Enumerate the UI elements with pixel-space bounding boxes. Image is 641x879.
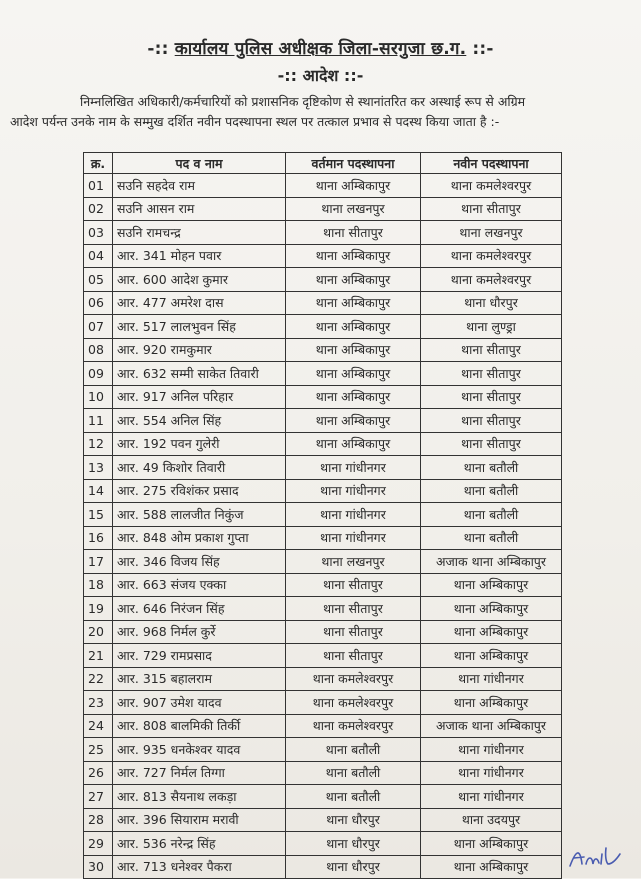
table-row [84,714,562,738]
rank-and-name: आर. 341 मोहन पवार [113,244,286,268]
table-row [84,503,562,527]
table-row [84,291,562,315]
table-row [84,550,562,574]
table-row [84,409,562,433]
office-title: कार्यालय पुलिस अधीक्षक जिला-सरगुजा छ.ग. [174,39,467,59]
new-posting: थाना सीतापुर [421,385,562,409]
serial-number: 12 [84,432,113,456]
table-row [84,691,562,715]
current-posting: थाना सीतापुर [286,221,421,245]
signature-mark [566,842,626,872]
new-posting: थाना धौरपुर [421,291,562,315]
rank-and-name: आर. 813 सैयनाथ लकड़ा [113,785,286,809]
table-row [84,221,562,245]
serial-number: 01 [84,174,113,198]
new-posting: थाना सीतापुर [421,432,562,456]
table-row [84,620,562,644]
rank-and-name: आर. 477 अमरेश दास [113,291,286,315]
current-posting: थाना सीतापुर [286,620,421,644]
intro-paragraph: निम्नलिखित अधिकारी/कर्मचारियों को प्रशासनिक दृष्टिकोण से स्थानांतरित कर अस्थाई रूप से अग्रिम आदेश पर्यन्त उनके नाम के सम्मुख दर्शित नवीन पदस्थापना स्थल पर तत्काल प्रभाव से पदस्थ किया जाता है :- [10,94,526,129]
new-posting: थाना सीतापुर [421,197,562,221]
rank-and-name: आर. 713 धनेश्वर पैकरा [113,855,286,879]
table-row [84,597,562,621]
serial-number: 24 [84,714,113,738]
serial-number: 10 [84,385,113,409]
current-posting: थाना गांधीनगर [286,479,421,503]
header-new-posting: नवीन पदस्थापना [421,153,562,174]
order-heading: -:: आदेश ::- [277,66,364,85]
rank-and-name: आर. 935 धनकेश्वर यादव [113,738,286,762]
new-posting: थाना गांधीनगर [421,761,562,785]
table-row [84,785,562,809]
rank-and-name: आर. 917 अनिल परिहार [113,385,286,409]
table-row [84,526,562,550]
new-posting: थाना अम्बिकापुर [421,832,562,856]
serial-number: 22 [84,667,113,691]
new-posting: थाना बतौली [421,456,562,480]
new-posting: थाना अम्बिकापुर [421,855,562,879]
title-left-mark: -:: [147,39,169,59]
rank-and-name: सउनि आसन राम [113,197,286,221]
current-posting: थाना धौरपुर [286,832,421,856]
rank-and-name: आर. 646 निरंजन सिंह [113,597,286,621]
current-posting: थाना सीतापुर [286,644,421,668]
rank-and-name: आर. 275 रविशंकर प्रसाद [113,479,286,503]
new-posting: थाना अम्बिकापुर [421,691,562,715]
serial-number: 03 [84,221,113,245]
rank-and-name: आर. 536 नरेन्द्र सिंह [113,832,286,856]
rank-and-name: आर. 727 निर्मल तिग्गा [113,761,286,785]
rank-and-name: आर. 315 बहालराम [113,667,286,691]
serial-number: 09 [84,362,113,386]
current-posting: थाना बतौली [286,785,421,809]
rank-and-name: आर. 663 संजय एक्का [113,573,286,597]
rank-and-name: सउनि रामचन्द्र [113,221,286,245]
new-posting: थाना कमलेश्वरपुर [421,268,562,292]
serial-number: 16 [84,526,113,550]
title-right-mark: ::- [472,39,494,59]
current-posting: थाना कमलेश्वरपुर [286,714,421,738]
serial-number: 13 [84,456,113,480]
current-posting: थाना धौरपुर [286,808,421,832]
serial-number: 15 [84,503,113,527]
table-row [84,385,562,409]
current-posting: थाना सीतापुर [286,573,421,597]
new-posting: थाना बतौली [421,526,562,550]
serial-number: 19 [84,597,113,621]
document-title [0,36,641,59]
table-row [84,432,562,456]
serial-number: 02 [84,197,113,221]
transfer-table [83,152,562,879]
current-posting: थाना अम्बिकापुर [286,432,421,456]
rank-and-name: सउनि सहदेव राम [113,174,286,198]
rank-and-name: आर. 49 किशोर तिवारी [113,456,286,480]
serial-number: 04 [84,244,113,268]
current-posting: थाना अम्बिकापुर [286,174,421,198]
serial-number: 27 [84,785,113,809]
table-row [84,174,562,198]
table-row [84,573,562,597]
table-row [84,197,562,221]
new-posting: थाना उदयपुर [421,808,562,832]
rank-and-name: आर. 517 लालभुवन सिंह [113,315,286,339]
table-body [84,174,562,879]
rank-and-name: आर. 729 रामप्रसाद [113,644,286,668]
table-row [84,667,562,691]
new-posting: अजाक थाना अम्बिकापुर [421,550,562,574]
table-row [84,244,562,268]
current-posting: थाना गांधीनगर [286,503,421,527]
new-posting: थाना गांधीनगर [421,785,562,809]
serial-number: 11 [84,409,113,433]
table-row [84,479,562,503]
new-posting: थाना अम्बिकापुर [421,597,562,621]
table-row [84,268,562,292]
new-posting: थाना अम्बिकापुर [421,573,562,597]
current-posting: थाना गांधीनगर [286,456,421,480]
current-posting: थाना सीतापुर [286,597,421,621]
table-row [84,738,562,762]
new-posting: थाना सीतापुर [421,338,562,362]
new-posting: थाना अम्बिकापुर [421,620,562,644]
table-row [84,761,562,785]
serial-number: 18 [84,573,113,597]
current-posting: थाना अम्बिकापुर [286,268,421,292]
new-posting: थाना गांधीनगर [421,667,562,691]
current-posting: थाना अम्बिकापुर [286,362,421,386]
table-row [84,832,562,856]
current-posting: थाना अम्बिकापुर [286,409,421,433]
current-posting: थाना लखनपुर [286,550,421,574]
current-posting: थाना गांधीनगर [286,526,421,550]
table-row [84,315,562,339]
new-posting: थाना कमलेश्वरपुर [421,174,562,198]
serial-number: 28 [84,808,113,832]
current-posting: थाना बतौली [286,761,421,785]
rank-and-name: आर. 808 बालमिकी तिर्की [113,714,286,738]
current-posting: थाना धौरपुर [286,855,421,879]
table-row [84,644,562,668]
table-header-row [84,153,562,174]
serial-number: 08 [84,338,113,362]
new-posting: थाना गांधीनगर [421,738,562,762]
table-row [84,855,562,879]
serial-number: 14 [84,479,113,503]
new-posting: थाना सीतापुर [421,409,562,433]
table-row [84,808,562,832]
rank-and-name: आर. 920 रामकुमार [113,338,286,362]
serial-number: 17 [84,550,113,574]
current-posting: थाना अम्बिकापुर [286,291,421,315]
rank-and-name: आर. 968 निर्मल कुर्रे [113,620,286,644]
table-row [84,362,562,386]
rank-and-name: आर. 554 अनिल सिंह [113,409,286,433]
current-posting: थाना लखनपुर [286,197,421,221]
table-row [84,456,562,480]
serial-number: 07 [84,315,113,339]
serial-number: 25 [84,738,113,762]
serial-number: 06 [84,291,113,315]
serial-number: 23 [84,691,113,715]
current-posting: थाना अम्बिकापुर [286,385,421,409]
new-posting: अजाक थाना अम्बिकापुर [421,714,562,738]
rank-and-name: आर. 192 पवन गुलेरी [113,432,286,456]
current-posting: थाना अम्बिकापुर [286,315,421,339]
new-posting: थाना बतौली [421,503,562,527]
serial-number: 21 [84,644,113,668]
new-posting: थाना लखनपुर [421,221,562,245]
new-posting: थाना लुण्ड्रा [421,315,562,339]
rank-and-name: आर. 346 विजय सिंह [113,550,286,574]
current-posting: थाना बतौली [286,738,421,762]
rank-and-name: आर. 396 सियाराम मरावी [113,808,286,832]
new-posting: थाना कमलेश्वरपुर [421,244,562,268]
rank-and-name: आर. 600 आदेश कुमार [113,268,286,292]
current-posting: थाना कमलेश्वरपुर [286,691,421,715]
serial-number: 26 [84,761,113,785]
header-name: पद व नाम [113,153,286,174]
table-row [84,338,562,362]
serial-number: 05 [84,268,113,292]
current-posting: थाना कमलेश्वरपुर [286,667,421,691]
header-current-posting: वर्तमान पदस्थापना [286,153,421,174]
new-posting: थाना सीतापुर [421,362,562,386]
rank-and-name: आर. 632 सम्मी साकेत तिवारी [113,362,286,386]
rank-and-name: आर. 588 लालजीत निकुंज [113,503,286,527]
current-posting: थाना अम्बिकापुर [286,244,421,268]
serial-number: 30 [84,855,113,879]
new-posting: थाना अम्बिकापुर [421,644,562,668]
serial-number: 20 [84,620,113,644]
current-posting: थाना अम्बिकापुर [286,338,421,362]
rank-and-name: आर. 907 उमेश यादव [113,691,286,715]
new-posting: थाना बतौली [421,479,562,503]
rank-and-name: आर. 848 ओम प्रकाश गुप्ता [113,526,286,550]
header-sno: क्र. [84,153,113,174]
serial-number: 29 [84,832,113,856]
